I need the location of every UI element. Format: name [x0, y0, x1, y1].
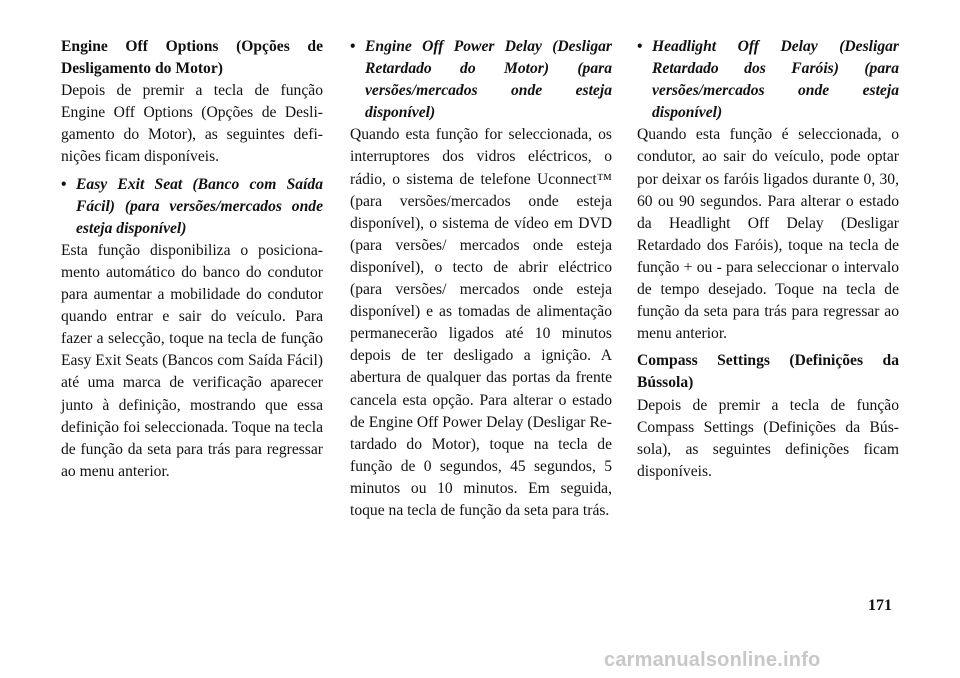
bullet-easy-exit-seat — [61, 174, 323, 240]
column-2 — [350, 36, 612, 522]
section-heading-compass-settings: Compass Settings (Definições da Bússola) — [637, 352, 899, 392]
paragraph: Depois de premir a tecla de função Engine Off Options (Opções de Desligamento do Motor), as seguintes definições ficam disponíveis. — [61, 82, 323, 166]
bullet-text: Easy Exit Seat (Banco com Saída Fácil) (para versões/mercados onde esteja disponível) — [76, 175, 323, 237]
paragraph: Quando esta função é seleccionada, o condutor, ao sair do veículo, pode optar por deixar os faróis ligados durante 0, 30, 60 ou 90 segundos. Para alterar o estado da Headlight Off Delay (Desligar Retardado dos Faróis), toque na tecla de função + ou - para seleccionar o intervalo de tempo desejado. Toque na tecla de função da seta para trás para regressar ao menu anterior. — [637, 126, 899, 343]
page-number: 171 — [868, 597, 892, 614]
bullet-engine-off-power-delay — [350, 36, 612, 124]
bullet-headlight-off-delay — [637, 36, 899, 124]
column-1 — [61, 36, 323, 483]
bullet-dot-icon: • — [61, 175, 67, 193]
section-heading-engine-off-options: Engine Off Options (Opções de Desligamento do Motor) — [61, 38, 323, 78]
column-3 — [637, 36, 899, 483]
bullet-text: Headlight Off Delay (Desligar Retardado dos Faróis) (para versões/mercados onde esteja disponível) — [652, 38, 899, 122]
watermark: carmanualsonline.info — [604, 649, 821, 671]
paragraph: Quando esta função for seleccionada, os interruptores dos vidros eléctricos, o rádio, o sistema de telefone Uconnect™ (para versões/mercados onde esteja disponível), o sistema de vídeo em DVD (para versões/ mercados onde esteja disponível), o tecto de abrir eléctrico (para versões/ mercados onde esteja disponível) e as tomadas de alimentação permanecerão ligados até 10 minutos depois de ter desligado a ignição. A abertura de qualquer das portas da frente cancela esta opção. Para alterar o estado de Engine Off Power Delay (Desligar Retardado do Motor), toque na tecla de função de 0 segundos, 45 segundos, 5 minutos ou 10 minutos. Em seguida, toque na tecla de função da seta para trás. — [350, 126, 612, 519]
paragraph: Depois de premir a tecla de função Compass Settings (Definições da Bússola), as seguintes definições ficam disponíveis. — [637, 396, 899, 480]
bullet-dot-icon: • — [350, 38, 356, 55]
paragraph: Esta função disponibiliza o posicionamento automático do banco do condutor para aumentar a mobilidade do condutor quando entrar e sair do veículo. Para fazer a selecção, toque na tecla de função Easy Exit Seats (Bancos com Saída Fácil) até uma marca de verificação aparecer junto à definição, mostrando que essa definição foi seleccionada. Toque na tecla de função da seta para trás para regressar ao menu anterior. — [61, 241, 323, 480]
bullet-text: Engine Off Power Delay (Desligar Retardado do Motor) (para versões/mercados onde esteja disponível) — [365, 38, 612, 122]
bullet-dot-icon: • — [637, 38, 643, 55]
